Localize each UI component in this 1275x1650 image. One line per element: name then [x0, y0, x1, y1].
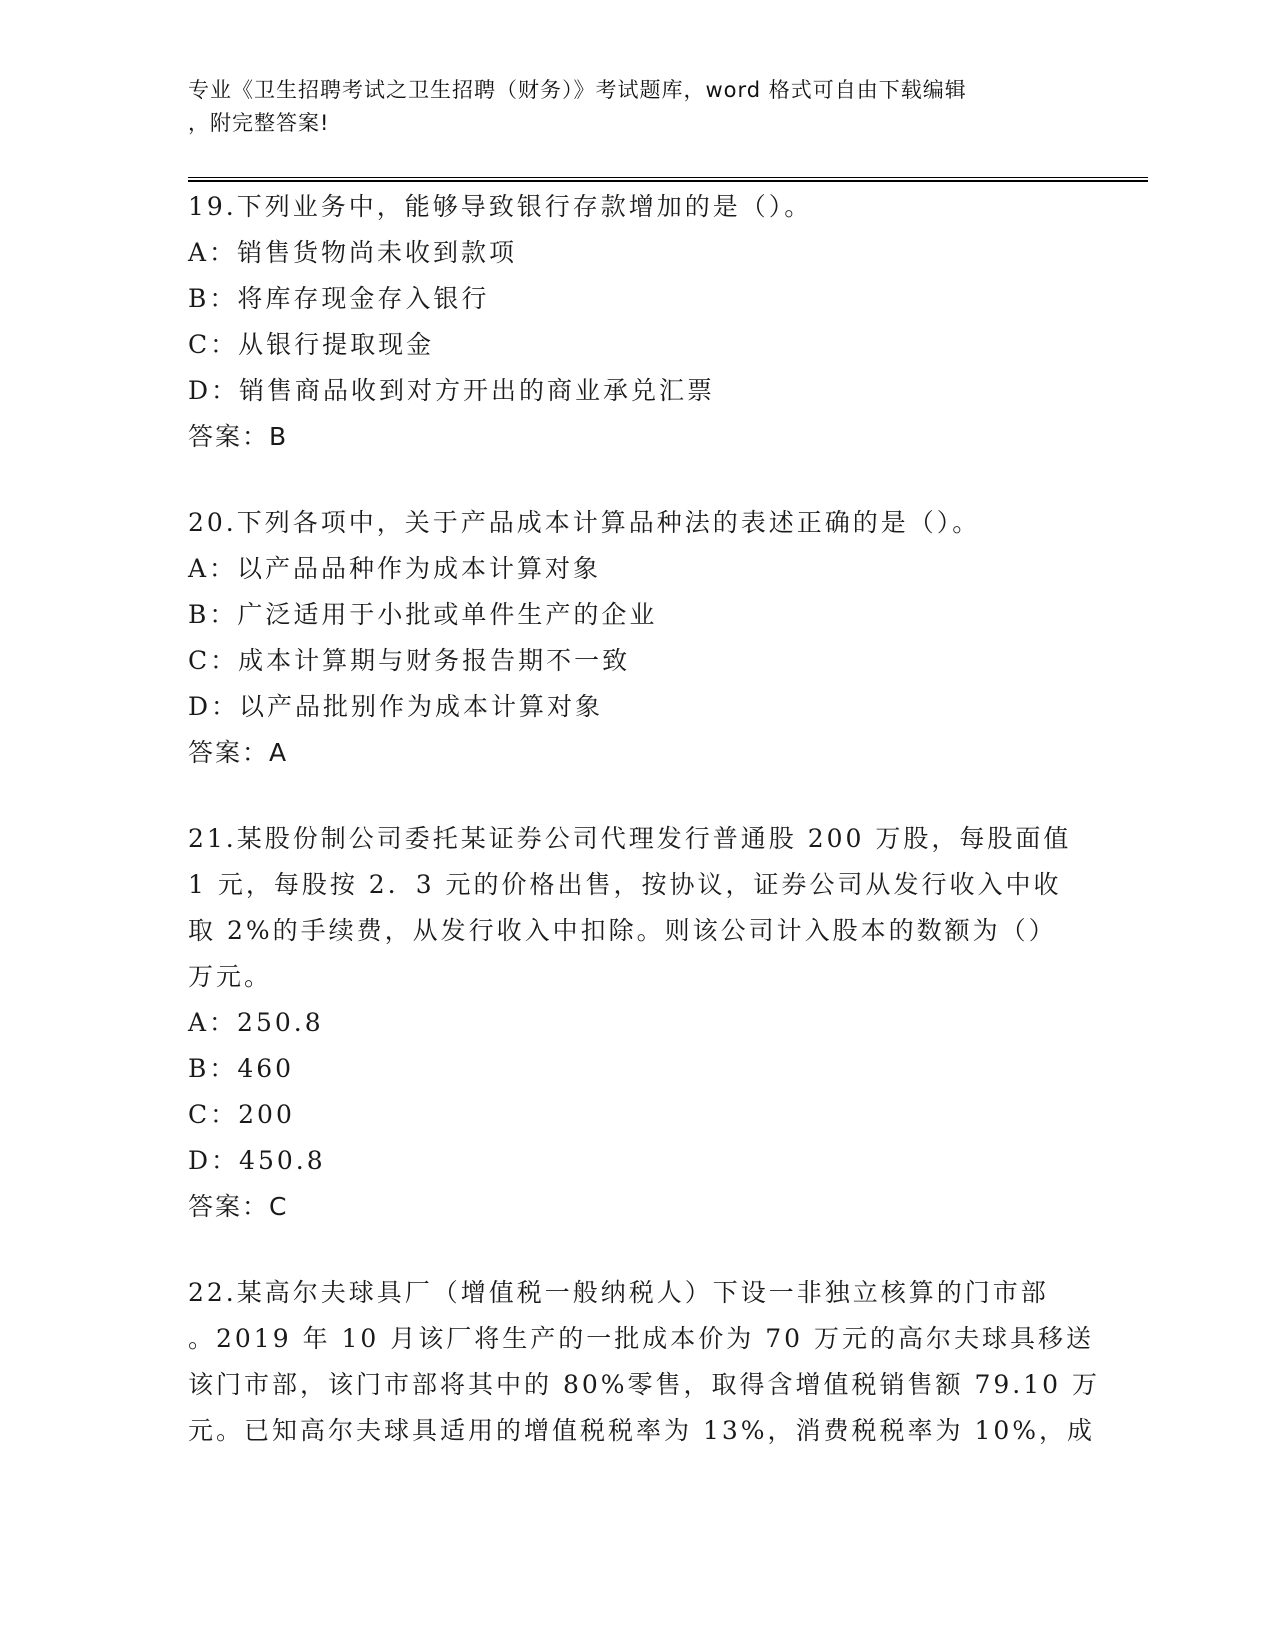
- question-text-line: 元。已知高尔夫球具适用的增值税税率为 13%，消费税税率为 10%，成: [188, 1416, 1096, 1445]
- option-a: A：250.8: [188, 1008, 324, 1037]
- option-c: C：成本计算期与财务报告期不一致: [188, 646, 631, 675]
- option-a: A：销售货物尚未收到款项: [188, 238, 518, 267]
- question-text-line: 取 2%的手续费，从发行收入中扣除。则该公司计入股本的数额为（）: [188, 916, 1057, 945]
- header-divider-thick: [188, 180, 1148, 182]
- header-line-1: 专业《卫生招聘考试之卫生招聘（财务）》考试题库，word 格式可自由下载编辑: [188, 78, 967, 102]
- question-text-line: 22.某高尔夫球具厂（增值税一般纳税人）下设一非独立核算的门市部: [188, 1278, 1049, 1307]
- answer: 答案：C: [188, 1192, 289, 1221]
- question-22: [188, 1270, 1100, 1454]
- question-text-line: 。2019 年 10 月该厂将生产的一批成本价为 70 万元的高尔夫球具移送: [188, 1324, 1094, 1353]
- question-text: 19.下列业务中，能够导致银行存款增加的是（）。: [188, 192, 813, 221]
- answer: 答案：A: [188, 738, 289, 767]
- option-b: B：460: [188, 1054, 295, 1083]
- option-d: D：450.8: [188, 1146, 326, 1175]
- option-c: C：从银行提取现金: [188, 330, 435, 359]
- option-d: D：以产品批别作为成本计算对象: [188, 692, 604, 721]
- question-20: [188, 500, 1088, 776]
- question-text-line: 21.某股份制公司委托某证券公司代理发行普通股 200 万股，每股面值: [188, 824, 1072, 853]
- answer: 答案：B: [188, 422, 289, 451]
- question-text-line: 1 元，每股按 2．3 元的价格出售，按协议，证券公司从发行收入中收: [188, 870, 1062, 899]
- question-text-line: 万元。: [188, 962, 273, 991]
- option-d: D：销售商品收到对方开出的商业承兑汇票: [188, 376, 716, 405]
- option-b: B：广泛适用于小批或单件生产的企业: [188, 600, 658, 629]
- document-header: [188, 74, 1088, 140]
- question-21: [188, 816, 1088, 1230]
- option-b: B：将库存现金存入银行: [188, 284, 490, 313]
- option-c: C：200: [188, 1100, 295, 1129]
- question-text-line: 该门市部，该门市部将其中的 80%零售，取得含增值税销售额 79.10 万: [188, 1370, 1100, 1399]
- option-a: A：以产品品种作为成本计算对象: [188, 554, 602, 583]
- header-line-2: ，附完整答案!: [188, 111, 330, 135]
- question-text: 20.下列各项中，关于产品成本计算品种法的表述正确的是（）。: [188, 508, 981, 537]
- question-19: [188, 184, 1088, 460]
- header-divider-thin: [188, 177, 1148, 178]
